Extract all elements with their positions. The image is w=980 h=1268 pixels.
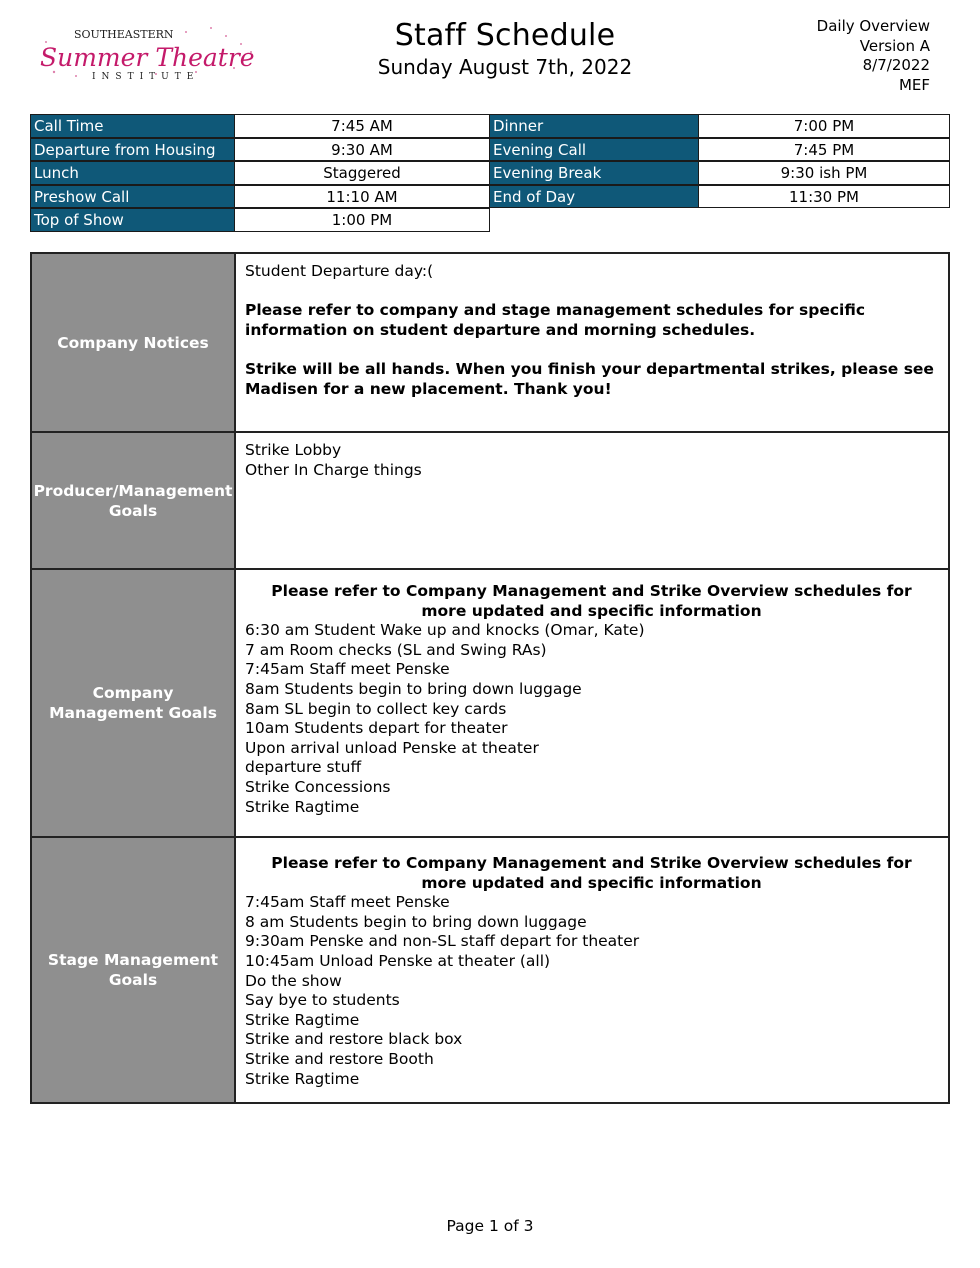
list-item: departure stuff	[245, 758, 362, 777]
list-item: 7:45am Staff meet Penske	[245, 893, 450, 912]
list-item: 9:30am Penske and non-SL staff depart for theater	[245, 932, 640, 951]
times-table	[30, 114, 950, 232]
list-item: 10:45am Unload Penske at theater (all)	[245, 951, 551, 970]
time-label-dinner: Dinner	[489, 114, 699, 138]
time-label-evening-call: Evening Call	[489, 138, 699, 162]
doc-date: 8/7/2022	[862, 56, 930, 74]
notice-1-line-2: information on student departure and morning schedules.	[245, 320, 756, 339]
time-value-evening-break: 9:30 ish PM	[698, 161, 950, 185]
svg-text:INSTITUTE: INSTITUTE	[92, 72, 200, 82]
page-number: Page 1 of 3	[446, 1217, 534, 1235]
time-value-evening-call: 7:45 PM	[698, 138, 950, 162]
time-value-call: 7:45 AM	[234, 114, 490, 138]
row-company-notices	[32, 254, 948, 431]
company-notices-body	[236, 254, 948, 431]
time-value-preshow: 11:10 AM	[234, 185, 490, 209]
goals-table	[30, 252, 950, 1104]
doc-author: MEF	[898, 75, 930, 94]
doc-version: Version A	[859, 36, 930, 55]
doc-type: Daily Overview	[816, 17, 930, 35]
list-item: Strike Ragtime	[245, 1069, 360, 1088]
list-item: 7 am Room checks (SL and Swing RAs)	[245, 640, 547, 659]
notice-intro: Student Departure day:(	[245, 262, 434, 280]
time-value-dinner: 7:00 PM	[698, 114, 950, 138]
row-label-company-management-goals: Company Management Goals	[32, 570, 236, 836]
list-item: Strike Ragtime	[245, 1010, 360, 1029]
time-label-call: Call Time	[30, 114, 235, 138]
page-subtitle: Sunday August 7th, 2022	[377, 55, 633, 79]
list-item: Strike Lobby	[245, 441, 342, 459]
row-label-stage-management-goals: Stage Management Goals	[32, 838, 236, 1102]
company-management-goals-body	[236, 570, 948, 836]
list-item: Strike and restore Booth	[245, 1049, 434, 1068]
time-label-evening-break: Evening Break	[489, 161, 699, 185]
time-label-lunch: Lunch	[30, 161, 235, 185]
list-item: Strike Concessions	[245, 777, 391, 796]
time-value-lunch: Staggered	[234, 161, 490, 185]
section-heading: Please refer to Company Management and Strike Overview schedules for more updated and specific information	[271, 582, 912, 620]
logo-graphic	[36, 22, 260, 82]
list-item: 6:30 am Student Wake up and knocks (Omar, Kate)	[245, 621, 645, 640]
time-label-preshow: Preshow Call	[30, 185, 235, 209]
time-value-top-of-show: 1:00 PM	[234, 208, 490, 232]
page-title: Staff Schedule	[394, 18, 616, 53]
list-item: 10am Students depart for theater	[245, 719, 508, 738]
notice-2-line-2: Madisen for a new placement. Thank you!	[245, 379, 612, 398]
svg-text:Summer Theatre: Summer Theatre	[40, 43, 255, 72]
title-block	[340, 18, 670, 80]
document-meta	[817, 17, 930, 95]
notice-2-line-1: Strike will be all hands. When you finish your departmental strikes, please see	[245, 359, 934, 378]
list-item: Upon arrival unload Penske at theater	[245, 738, 539, 757]
list-item: 8am SL begin to collect key cards	[245, 699, 507, 718]
svg-text:SOUTHEASTERN: SOUTHEASTERN	[74, 28, 174, 41]
list-item: Say bye to students	[245, 991, 400, 1010]
row-label-producer-goals: Producer/Management Goals	[32, 433, 236, 568]
time-label-top-of-show: Top of Show	[30, 208, 235, 232]
stage-management-goals-body	[236, 838, 948, 1102]
notice-1-line-1: Please refer to company and stage management schedules for specific	[245, 301, 866, 320]
list-item: 8 am Students begin to bring down luggage	[245, 912, 587, 931]
time-value-departure: 9:30 AM	[234, 138, 490, 162]
list-item: Strike and restore black box	[245, 1030, 463, 1049]
row-label-company-notices: Company Notices	[32, 254, 236, 431]
time-label-departure: Departure from Housing	[30, 138, 235, 162]
list-item: Strike Ragtime	[245, 797, 360, 816]
section-heading: Please refer to Company Management and Strike Overview schedules for more updated and specific information	[271, 854, 912, 892]
list-item: 8am Students begin to bring down luggage	[245, 679, 582, 698]
logo	[36, 22, 260, 82]
row-company-management-goals	[32, 568, 948, 836]
time-value-end-of-day: 11:30 PM	[698, 185, 950, 209]
producer-goals-body	[236, 433, 948, 568]
row-stage-management-goals	[32, 836, 948, 1102]
list-item: 7:45am Staff meet Penske	[245, 660, 450, 679]
list-item: Do the show	[245, 971, 342, 990]
list-item: Other In Charge things	[245, 460, 422, 479]
row-producer-goals	[32, 431, 948, 568]
time-label-end-of-day: End of Day	[489, 185, 699, 209]
